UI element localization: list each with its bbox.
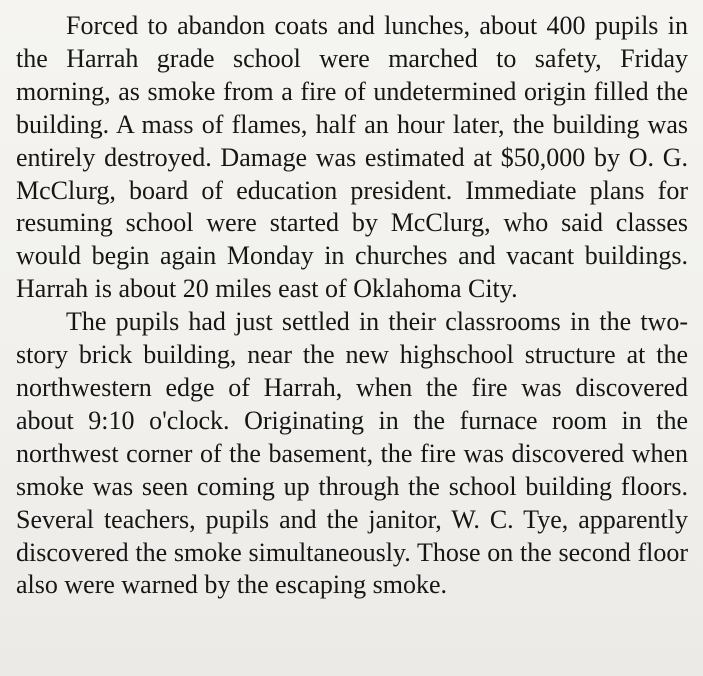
cropped-heading-fragment: [250, 0, 460, 5]
article-body: [16, 10, 688, 602]
paragraph-1: Forced to abandon coats and lunches, about 400 pupils in the Harrah grade school were marched to safety, Friday morning, as smoke from a fire of undetermined origin filled the building. A mass of flames, half an hour later, the building was entirely destroyed. Damage was estimated at $50,000 by O. G. McClurg, board of education president. Immediate plans for resuming school were started by McClurg, who said classes would begin again Monday in churches and vacant buildings. Harrah is about 20 miles east of Oklahoma City.: [16, 11, 688, 304]
paragraph-2: The pupils had just settled in their classrooms in the two-story brick building, near the new highschool structure at the northwestern edge of Harrah, when the fire was discovered about 9:10 o'clock. Originating in the furnace room in the northwest corner of the basement, the fire was discovered when smoke was seen coming up through the school building floors. Several teachers, pupils and the janitor, W. C. Tye, apparently discovered the smoke simultaneously. Those on the second floor also were warned by the escaping smoke.: [16, 307, 688, 600]
